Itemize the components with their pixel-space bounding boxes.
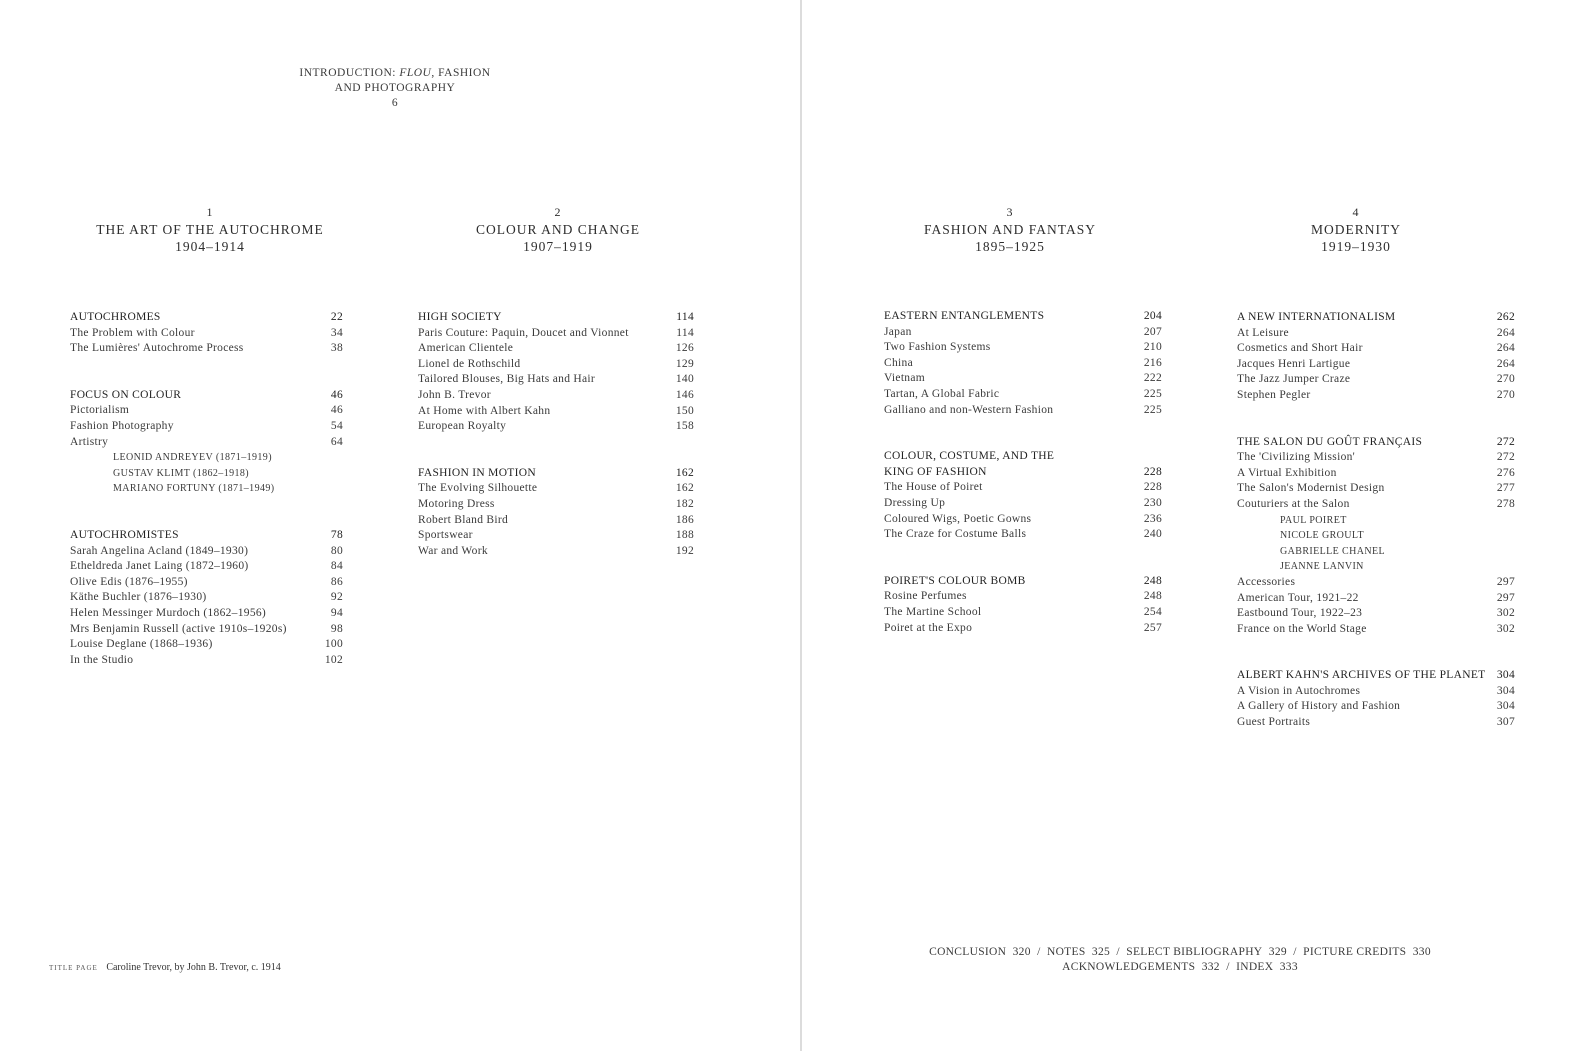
- toc-section-archives-of-the-planet: [1237, 668, 1515, 730]
- toc-entry-page: 140: [675, 373, 694, 386]
- toc-section-heading[interactable]: [884, 309, 1162, 325]
- toc-entry-label: Fashion Photography: [70, 419, 174, 432]
- book-gutter: [800, 0, 802, 1051]
- toc-section-king-of-fashion: [884, 465, 1162, 543]
- toc-entry[interactable]: [70, 341, 343, 357]
- backmatter-page: 333: [1279, 961, 1298, 973]
- toc-entry-label: Paris Couture: Paquin, Doucet and Vionnet: [418, 326, 629, 339]
- toc-entry[interactable]: [1237, 699, 1515, 715]
- toc-entry[interactable]: [1237, 466, 1515, 482]
- toc-entry-label: Lionel de Rothschild: [418, 357, 521, 370]
- toc-entry-page: 129: [675, 357, 694, 370]
- toc-entry-page: 80: [330, 544, 343, 557]
- toc-section-focus-on-colour: [70, 388, 343, 497]
- toc-entry[interactable]: [884, 496, 1162, 512]
- credit-tag: TITLE PAGE: [49, 964, 98, 972]
- toc-entry-label: Two Fashion Systems: [884, 341, 991, 354]
- toc-entry[interactable]: [884, 403, 1162, 419]
- toc-entry[interactable]: [418, 544, 694, 560]
- toc-entry-page: 64: [330, 435, 343, 448]
- toc-column-chapter-2: [418, 310, 694, 559]
- toc-entry[interactable]: [1237, 341, 1515, 357]
- chapter-title: MODERNITY: [1311, 222, 1401, 237]
- toc-section-head-line[interactable]: COLOUR, COSTUME, AND THE: [884, 450, 1055, 463]
- toc-entry[interactable]: [418, 388, 694, 404]
- toc-entry-label: Stephen Pegler: [1237, 388, 1311, 401]
- toc-entry[interactable]: [418, 481, 694, 497]
- toc-entry-label: The Martine School: [884, 605, 982, 618]
- toc-entry[interactable]: [884, 480, 1162, 496]
- toc-entry[interactable]: [1237, 497, 1515, 513]
- chapter-4-heading[interactable]: [1191, 204, 1521, 255]
- toc-entry[interactable]: [1237, 481, 1515, 497]
- toc-entry-page: 186: [675, 513, 694, 526]
- toc-entry-label: Etheldreda Janet Laing (1872–1960): [70, 560, 249, 573]
- toc-entry-label: France on the World Stage: [1237, 622, 1367, 635]
- toc-entry-label: Helen Messinger Murdoch (1862–1956): [70, 606, 267, 619]
- toc-entry-label: A Gallery of History and Fashion: [1237, 700, 1401, 713]
- separator: /: [1293, 946, 1297, 958]
- separator: /: [1116, 946, 1120, 958]
- toc-column-chapter-1: [70, 310, 343, 668]
- toc-entry-label: GUSTAV KLIMT (1862–1918): [113, 467, 250, 479]
- toc-entry[interactable]: [418, 513, 694, 529]
- toc-entry-label: EASTERN ENTANGLEMENTS: [884, 310, 1045, 322]
- back-matter-list: [900, 945, 1460, 975]
- toc-entry[interactable]: [418, 497, 694, 513]
- toc-entry-page: 302: [1496, 607, 1515, 620]
- toc-entry-label: In the Studio: [70, 653, 134, 666]
- toc-entry-label: Sportswear: [418, 529, 473, 542]
- toc-entry-label: The Evolving Silhouette: [418, 482, 538, 495]
- toc-entry-page: 248: [1143, 590, 1162, 603]
- toc-entry-label: Tailored Blouses, Big Hats and Hair: [418, 373, 596, 386]
- toc-entry-label: Poiret at the Expo: [884, 621, 973, 634]
- toc-entry[interactable]: [418, 404, 694, 420]
- backmatter-label: ACKNOWLEDGEMENTS: [1062, 961, 1196, 973]
- toc-entry-label: Jacques Henri Lartigue: [1237, 357, 1351, 370]
- toc-entry[interactable]: [1237, 357, 1515, 373]
- toc-subentry[interactable]: [1237, 544, 1515, 560]
- toc-entry-label: A Virtual Exhibition: [1237, 466, 1337, 479]
- toc-entry-label: AUTOCHROMES: [70, 311, 161, 323]
- toc-entry-label: FASHION IN MOTION: [418, 466, 536, 479]
- toc-entry-page: 158: [675, 420, 694, 433]
- toc-subentry[interactable]: [70, 481, 343, 497]
- toc-entry-label: AUTOCHROMISTES: [70, 528, 179, 541]
- toc-entry[interactable]: [70, 606, 343, 622]
- toc-entry-page: 204: [1143, 310, 1162, 322]
- backmatter-label: NOTES: [1046, 946, 1086, 958]
- toc-entry[interactable]: [1237, 575, 1515, 591]
- toc-entry-page: 272: [1496, 435, 1515, 448]
- toc-entry-label: KING OF FASHION: [884, 465, 987, 478]
- credit-caption: Caroline Trevor, by John B. Trevor, c. 1914: [106, 962, 281, 973]
- toc-entry-page: 114: [676, 326, 694, 339]
- toc-entry[interactable]: [418, 372, 694, 388]
- toc-section-heading[interactable]: [884, 465, 1162, 481]
- toc-entry-page: 98: [330, 622, 343, 635]
- toc-entry[interactable]: [70, 326, 343, 342]
- toc-entry-page: 86: [330, 575, 343, 588]
- toc-section-heading[interactable]: [418, 310, 694, 326]
- toc-entry-label: Galliano and non-Western Fashion: [884, 403, 1054, 416]
- toc-entry-label: THE SALON DU GOÛT FRANÇAIS: [1237, 435, 1423, 448]
- toc-entry-page: 257: [1143, 621, 1162, 634]
- toc-entry-page: 304: [1496, 700, 1515, 713]
- toc-entry-page: 146: [675, 388, 694, 401]
- toc-entry-label: Eastbound Tour, 1922–23: [1237, 607, 1363, 620]
- toc-column-chapter-4: [1237, 310, 1515, 731]
- backmatter-index[interactable]: [1236, 961, 1298, 973]
- toc-entry-label: John B. Trevor: [418, 388, 491, 401]
- toc-entry-page: 304: [1496, 684, 1515, 697]
- chapter-years: 1919–1930: [1321, 239, 1391, 254]
- toc-entry-label: The House of Poiret: [884, 481, 983, 494]
- chapter-years: 1895–1925: [975, 239, 1045, 254]
- toc-entry-label: A NEW INTERNATIONALISM: [1237, 311, 1396, 323]
- toc-entry-label: Motoring Dress: [418, 497, 495, 510]
- toc-entry-page: 297: [1496, 575, 1515, 588]
- toc-entry-page: 264: [1496, 326, 1515, 339]
- toc-entry-label: Artistry: [70, 435, 109, 448]
- toc-entry-label: The Craze for Costume Balls: [884, 528, 1027, 541]
- toc-entry-label: Pictorialism: [70, 404, 130, 417]
- backmatter-acknowledgements[interactable]: [1062, 961, 1220, 973]
- toc-entry-page: 100: [324, 638, 343, 651]
- backmatter-conclusion[interactable]: [929, 946, 1031, 958]
- toc-entry[interactable]: [884, 512, 1162, 528]
- toc-entry-page: 297: [1496, 591, 1515, 604]
- toc-entry-label: Louise Deglane (1868–1936): [70, 638, 213, 651]
- toc-entry[interactable]: [70, 622, 343, 638]
- toc-entry[interactable]: [70, 575, 343, 591]
- toc-entry-page: 162: [675, 466, 694, 479]
- toc-entry-label: LEONID ANDREYEV (1871–1919): [113, 452, 272, 464]
- toc-entry-page: 84: [330, 560, 343, 573]
- toc-entry-page: 254: [1143, 605, 1162, 618]
- toc-entry-label: American Clientele: [418, 342, 514, 355]
- toc-entry-page: 228: [1143, 481, 1162, 494]
- toc-entry-page: 22: [330, 311, 343, 323]
- intro-line2: AND PHOTOGRAPHY: [334, 82, 456, 94]
- chapter-title: COLOUR AND CHANGE: [475, 222, 640, 237]
- toc-section-salon-du-gout: [1237, 435, 1515, 638]
- toc-entry-label: Accessories: [1237, 575, 1296, 588]
- toc-entry-label: Dressing Up: [884, 496, 946, 509]
- toc-section-autochromistes: [70, 528, 343, 668]
- backmatter-label: SELECT BIBLIOGRAPHY: [1126, 946, 1263, 958]
- toc-entry-page: 34: [330, 326, 343, 339]
- toc-entry-label: JEANNE LANVIN: [1280, 561, 1364, 573]
- toc-entry-page: 307: [1496, 716, 1515, 729]
- toc-section-heading[interactable]: [418, 466, 694, 482]
- toc-entry[interactable]: [418, 357, 694, 373]
- toc-entry[interactable]: [70, 590, 343, 606]
- toc-entry-page: 114: [676, 311, 694, 323]
- toc-entry-page: 192: [675, 544, 694, 557]
- backmatter-page: 330: [1412, 946, 1431, 958]
- toc-entry-label: Mrs Benjamin Russell (active 1910s–1920s): [70, 622, 287, 635]
- chapter-years: 1907–1919: [523, 239, 593, 254]
- toc-entry-page: 210: [1143, 341, 1162, 354]
- backmatter-label: PICTURE CREDITS: [1303, 946, 1407, 958]
- toc-entry-page: 264: [1496, 357, 1515, 370]
- toc-section-poirets-colour-bomb: [884, 574, 1162, 636]
- chapter-number: 1: [206, 205, 214, 219]
- toc-entry-page: 240: [1143, 528, 1162, 541]
- toc-entry[interactable]: [70, 544, 343, 560]
- toc-entry-page: 46: [330, 404, 343, 417]
- toc-entry[interactable]: [1237, 388, 1515, 404]
- toc-entry-label: POIRET'S COLOUR BOMB: [884, 574, 1026, 587]
- toc-section-high-society: [418, 310, 694, 435]
- chapter-number: 4: [1352, 205, 1360, 219]
- toc-section-heading[interactable]: [1237, 435, 1515, 451]
- toc-introduction[interactable]: [265, 66, 525, 111]
- toc-entry-label: American Tour, 1921–22: [1237, 591, 1359, 604]
- toc-entry[interactable]: [418, 419, 694, 435]
- toc-entry[interactable]: [884, 371, 1162, 387]
- toc-entry-label: NICOLE GROULT: [1280, 530, 1364, 542]
- toc-entry[interactable]: [1237, 606, 1515, 622]
- toc-entry[interactable]: [1237, 450, 1515, 466]
- toc-entry[interactable]: [70, 653, 343, 669]
- toc-entry-page: 207: [1143, 325, 1162, 338]
- toc-entry-label: Olive Edis (1876–1955): [70, 575, 188, 588]
- toc-entry[interactable]: [70, 637, 343, 653]
- toc-entry[interactable]: [418, 326, 694, 342]
- toc-section-heading[interactable]: [70, 310, 343, 326]
- toc-entry-page: 225: [1143, 403, 1162, 416]
- toc-entry-page: 225: [1143, 387, 1162, 400]
- toc-entry-label: Japan: [884, 325, 912, 338]
- toc-section-heading[interactable]: [70, 388, 343, 404]
- toc-entry-label: War and Work: [418, 544, 488, 557]
- intro-italic: FLOU: [399, 67, 432, 79]
- toc-entry-label: GABRIELLE CHANEL: [1280, 545, 1385, 557]
- toc-entry[interactable]: [884, 621, 1162, 637]
- toc-entry[interactable]: [418, 528, 694, 544]
- toc-entry-label: Guest Portraits: [1237, 716, 1311, 729]
- toc-entry[interactable]: [1237, 622, 1515, 638]
- toc-entry-page: 276: [1496, 466, 1515, 479]
- toc-entry-label: FOCUS ON COLOUR: [70, 388, 182, 401]
- toc-entry-label: ALBERT KAHN'S ARCHIVES OF THE PLANET: [1237, 669, 1486, 682]
- toc-entry[interactable]: [884, 527, 1162, 543]
- toc-entry-label: At Leisure: [1237, 326, 1289, 339]
- backmatter-label: INDEX: [1236, 961, 1274, 973]
- toc-entry-page: 94: [330, 606, 343, 619]
- toc-entry-label: Käthe Buchler (1876–1930): [70, 591, 207, 604]
- intro-suffix: , FASHION: [431, 67, 491, 79]
- toc-entry-label: Tartan, A Global Fabric: [884, 387, 1000, 400]
- toc-entry[interactable]: [418, 341, 694, 357]
- toc-entry[interactable]: [70, 559, 343, 575]
- toc-entry-page: 264: [1496, 342, 1515, 355]
- toc-entry-page: 236: [1143, 512, 1162, 525]
- toc-entry-label: A Vision in Autochromes: [1237, 684, 1361, 697]
- toc-section-heading[interactable]: [1237, 668, 1515, 684]
- toc-section-heading[interactable]: [884, 574, 1162, 590]
- toc-entry-page: 150: [675, 404, 694, 417]
- toc-entry-page: 262: [1496, 311, 1515, 323]
- chapter-title: FASHION AND FANTASY: [924, 222, 1096, 237]
- toc-entry-label: The Salon's Modernist Design: [1237, 482, 1385, 495]
- separator: /: [1037, 946, 1041, 958]
- toc-entry-page: 188: [675, 529, 694, 542]
- chapter-1-heading[interactable]: [45, 204, 375, 255]
- toc-entry-label: The 'Civilizing Mission': [1237, 451, 1356, 464]
- toc-entry-page: 302: [1496, 622, 1515, 635]
- toc-subentry[interactable]: [1237, 559, 1515, 575]
- toc-entry-page: 162: [675, 482, 694, 495]
- chapter-number: 3: [1006, 205, 1014, 219]
- toc-entry-page: 102: [324, 653, 343, 666]
- toc-section-fashion-in-motion: [418, 466, 694, 560]
- toc-entry[interactable]: [1237, 326, 1515, 342]
- toc-entry-page: 182: [675, 497, 694, 510]
- toc-entry-page: 278: [1496, 497, 1515, 510]
- toc-entry-label: MARIANO FORTUNY (1871–1949): [113, 483, 275, 495]
- toc-entry[interactable]: [70, 435, 343, 451]
- toc-entry-label: At Home with Albert Kahn: [418, 404, 551, 417]
- chapter-3-heading[interactable]: [845, 204, 1175, 255]
- chapter-title: THE ART OF THE AUTOCHROME: [96, 222, 324, 237]
- toc-entry[interactable]: [1237, 372, 1515, 388]
- backmatter-notes[interactable]: [1047, 946, 1110, 958]
- backmatter-page: 329: [1268, 946, 1287, 958]
- toc-entry-page: 92: [330, 591, 343, 604]
- intro-prefix: INTRODUCTION:: [299, 67, 396, 79]
- toc-entry-page: 230: [1143, 496, 1162, 509]
- backmatter-page: 320: [1012, 946, 1031, 958]
- toc-subentry[interactable]: [70, 450, 343, 466]
- toc-entry[interactable]: [884, 387, 1162, 403]
- toc-entry-label: China: [884, 356, 913, 369]
- toc-entry-label: Couturiers at the Salon: [1237, 497, 1350, 510]
- separator: /: [1226, 961, 1230, 973]
- toc-entry-page: 270: [1496, 388, 1515, 401]
- toc-entry-label: Sarah Angelina Acland (1849–1930): [70, 544, 249, 557]
- toc-entry-page: 216: [1143, 356, 1162, 369]
- toc-entry-page: 228: [1143, 465, 1162, 478]
- toc-entry[interactable]: [1237, 684, 1515, 700]
- toc-entry-page: 222: [1143, 372, 1162, 385]
- backmatter-bibliography[interactable]: [1126, 946, 1287, 958]
- toc-entry[interactable]: [1237, 715, 1515, 731]
- toc-entry-page: 78: [330, 528, 343, 541]
- toc-entry-label: The Jazz Jumper Craze: [1237, 373, 1351, 386]
- backmatter-label: CONCLUSION: [929, 946, 1007, 958]
- toc-entry-page: 272: [1496, 451, 1515, 464]
- chapter-number: 2: [554, 205, 562, 219]
- toc-section-heading[interactable]: [1237, 310, 1515, 326]
- toc-entry[interactable]: [884, 325, 1162, 341]
- toc-subentry[interactable]: [1237, 528, 1515, 544]
- toc-entry-label: Rosine Perfumes: [884, 590, 967, 603]
- toc-entry[interactable]: [1237, 591, 1515, 607]
- toc-entry-label: European Royalty: [418, 420, 507, 433]
- toc-section-autochromes: [70, 310, 343, 357]
- toc-entry-label: Vietnam: [884, 372, 926, 385]
- toc-entry-label: The Lumières' Autochrome Process: [70, 342, 244, 355]
- backmatter-picture-credits[interactable]: [1303, 946, 1431, 958]
- toc-entry-page: 54: [330, 419, 343, 432]
- toc-subentry[interactable]: [1237, 513, 1515, 529]
- title-page-credit: [49, 962, 281, 973]
- toc-column-chapter-3: [884, 309, 1162, 636]
- toc-entry-page: 277: [1496, 482, 1515, 495]
- backmatter-page: 332: [1201, 961, 1220, 973]
- toc-entry[interactable]: [70, 403, 343, 419]
- toc-entry-label: HIGH SOCIETY: [418, 311, 502, 323]
- toc-entry[interactable]: [70, 419, 343, 435]
- toc-entry-label: Coloured Wigs, Poetic Gowns: [884, 512, 1032, 525]
- backmatter-page: 325: [1091, 946, 1111, 958]
- toc-entry-page: 38: [330, 342, 343, 355]
- toc-entry-page: 46: [330, 388, 343, 401]
- toc-entry-label: The Problem with Colour: [70, 326, 195, 339]
- toc-subentry[interactable]: [70, 466, 343, 482]
- toc-entry[interactable]: [884, 340, 1162, 356]
- toc-entry-page: 270: [1496, 373, 1515, 386]
- toc-entry[interactable]: [884, 589, 1162, 605]
- chapter-2-heading[interactable]: [393, 204, 723, 255]
- toc-entry-label: Cosmetics and Short Hair: [1237, 342, 1363, 355]
- toc-entry-page: 126: [675, 342, 694, 355]
- toc-entry-label: PAUL POIRET: [1280, 514, 1347, 526]
- toc-entry-label: Robert Bland Bird: [418, 513, 509, 526]
- toc-entry[interactable]: [884, 605, 1162, 621]
- toc-entry[interactable]: [884, 356, 1162, 372]
- toc-section-heading[interactable]: [70, 528, 343, 544]
- chapter-years: 1904–1914: [175, 239, 245, 254]
- toc-entry-page: 248: [1143, 574, 1162, 587]
- intro-page: 6: [391, 97, 399, 109]
- toc-entry-page: 304: [1496, 669, 1515, 682]
- toc-section-eastern-entanglements: [884, 309, 1162, 418]
- toc-section-new-internationalism: [1237, 310, 1515, 404]
